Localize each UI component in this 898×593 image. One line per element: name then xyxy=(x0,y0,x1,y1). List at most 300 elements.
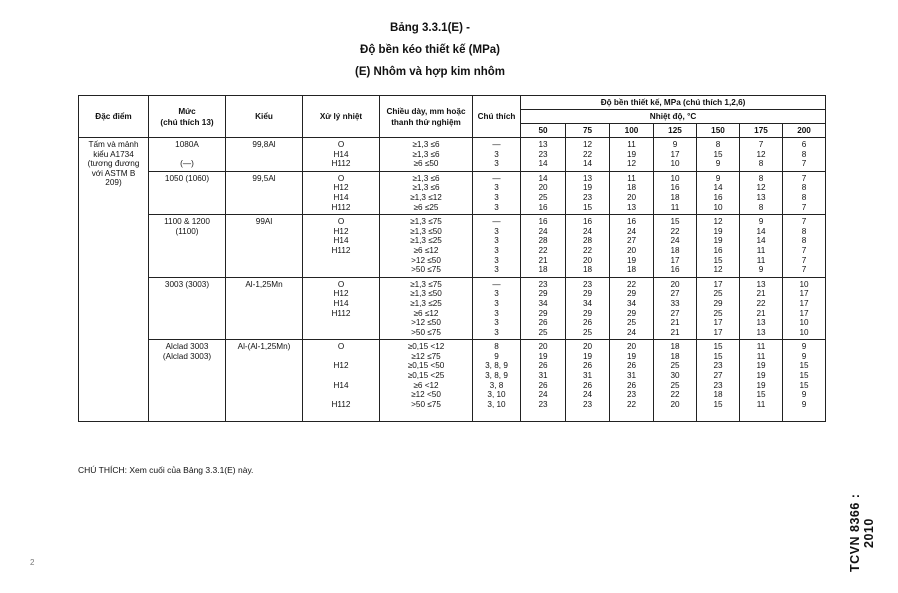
thickness-cell xyxy=(380,340,473,422)
thickness-cell-line: ≥6 ≤25 xyxy=(413,202,439,212)
header-temp-200: 200 xyxy=(783,124,826,138)
heat-cell-line: H112 xyxy=(331,202,351,212)
thickness-cell-line: ≥6 ≤12 xyxy=(413,245,439,255)
value-cell-50 xyxy=(521,340,566,422)
notes-cell-line: 3 xyxy=(494,318,499,328)
value: 8 xyxy=(801,149,807,159)
header-heat-treatment: Xử lý nhiệt xyxy=(303,96,380,138)
value: 15 xyxy=(713,342,723,352)
value: 23 xyxy=(582,399,593,409)
notes-cell-line: 3 xyxy=(494,255,499,265)
type-cell: Al-1,25Mn xyxy=(226,277,303,340)
value-cell-100 xyxy=(610,340,654,422)
thickness-cell-line: ≥1,3 ≤6 xyxy=(412,149,440,159)
value: 21 xyxy=(670,327,680,337)
heat-cell-line: H112 xyxy=(331,245,351,255)
value: 13 xyxy=(756,327,766,337)
notes-cell-line: 3 xyxy=(494,265,499,275)
value: 9 xyxy=(758,265,764,275)
notes-cell-line: — xyxy=(492,140,501,149)
value: 12 xyxy=(713,217,723,227)
strength-table xyxy=(78,95,826,422)
heat-cell-line: O xyxy=(337,173,345,183)
header-feature: Đặc điểm xyxy=(79,96,149,138)
value: 34 xyxy=(538,298,548,308)
heat-cell xyxy=(303,277,380,340)
value: 8 xyxy=(715,140,721,149)
value: 31 xyxy=(582,371,593,381)
value-cell-150 xyxy=(697,215,740,278)
value: 24 xyxy=(538,390,548,400)
table-subtitle: (E) Nhôm và hợp kim nhôm xyxy=(354,66,506,78)
notes-cell-line: 3, 8, 9 xyxy=(485,371,508,381)
heat-cell-line: H14 xyxy=(333,149,349,159)
value: 18 xyxy=(670,245,680,255)
value xyxy=(566,409,609,419)
value: 20 xyxy=(670,399,680,409)
value: 16 xyxy=(670,265,680,275)
heat-cell xyxy=(303,340,380,422)
value: 20 xyxy=(538,342,548,352)
notes-cell-line: 3 xyxy=(494,236,499,246)
value: 19 xyxy=(713,236,723,246)
value: 16 xyxy=(538,217,548,227)
value: 18 xyxy=(670,342,680,352)
value: 19 xyxy=(626,351,637,361)
value: 27 xyxy=(713,371,723,381)
thickness-cell-line: >50 ≤75 xyxy=(411,399,441,409)
value xyxy=(521,409,565,419)
notes-cell-line: — xyxy=(492,217,501,227)
value: 25 xyxy=(626,318,637,328)
grade-cell-line: (Alclad 3003) xyxy=(162,351,212,361)
value: 12 xyxy=(756,183,766,193)
value: 7 xyxy=(801,245,807,255)
thickness-cell-line: >12 ≤50 xyxy=(411,318,441,328)
value xyxy=(740,409,782,419)
thickness-cell-line: ≥1,3 ≤25 xyxy=(410,236,442,246)
heat-cell-line: O xyxy=(337,217,345,227)
value: 16 xyxy=(713,192,723,202)
notes-cell-line: 3 xyxy=(494,183,499,193)
value: 18 xyxy=(670,192,680,202)
thickness-cell-line: ≥0,15 <12 xyxy=(407,342,445,352)
feature-cell: Tấm và mảnh kiểu A1734 (tương đương với ASTM B 209) xyxy=(79,138,149,422)
value: 26 xyxy=(538,380,548,390)
value: 21 xyxy=(756,308,766,318)
value: 15 xyxy=(799,380,809,390)
value-cell-200 xyxy=(783,215,826,278)
value: 25 xyxy=(670,361,680,371)
value: 29 xyxy=(582,308,593,318)
grade-cell xyxy=(149,138,226,172)
value: 24 xyxy=(538,226,548,236)
value: 20 xyxy=(582,255,593,265)
heat-cell-line: H12 xyxy=(333,226,349,236)
value: 9 xyxy=(801,342,807,352)
value: 34 xyxy=(582,298,593,308)
value: 8 xyxy=(758,173,764,183)
thickness-cell-line xyxy=(380,409,472,419)
value: 13 xyxy=(756,318,766,328)
value: 25 xyxy=(670,380,680,390)
notes-cell xyxy=(473,138,521,172)
value-cell-50 xyxy=(521,277,566,340)
value-cell-75 xyxy=(566,277,610,340)
value xyxy=(654,409,696,419)
value: 15 xyxy=(713,149,723,159)
value: 30 xyxy=(670,371,680,381)
heat-cell xyxy=(303,138,380,172)
value: 7 xyxy=(801,217,807,227)
value: 27 xyxy=(670,289,680,299)
value-cell-125 xyxy=(654,171,697,214)
heat-cell-line: H12 xyxy=(333,289,349,299)
heat-cell-line: H14 xyxy=(333,236,349,246)
value: 22 xyxy=(626,399,637,409)
value: 17 xyxy=(799,289,809,299)
value: 8 xyxy=(801,183,807,193)
value: 9 xyxy=(758,217,764,227)
thickness-cell-line: ≥12 ≤75 xyxy=(411,351,441,361)
notes-cell-line xyxy=(473,409,520,419)
value: 27 xyxy=(670,308,680,318)
thickness-cell xyxy=(380,277,473,340)
value: 14 xyxy=(756,236,766,246)
notes-cell-line: 3 xyxy=(494,202,499,212)
heat-cell-line xyxy=(303,371,379,381)
value: 11 xyxy=(756,351,766,361)
value: 18 xyxy=(626,265,637,275)
value-cell-175 xyxy=(740,138,783,172)
value xyxy=(783,409,825,419)
header-temp-150: 150 xyxy=(697,124,740,138)
notes-cell-line: 3, 10 xyxy=(487,399,506,409)
value: 18 xyxy=(670,351,680,361)
value: 16 xyxy=(670,183,680,193)
grade-cell xyxy=(149,171,226,214)
value: 8 xyxy=(758,202,764,212)
type-cell: Al-(Al-1,25Mn) xyxy=(226,340,303,422)
thickness-cell-line: ≥1,3 ≤75 xyxy=(410,217,442,227)
value: 26 xyxy=(538,361,548,371)
value: 7 xyxy=(801,255,807,265)
value: 17 xyxy=(799,308,809,318)
value: 23 xyxy=(538,149,548,159)
thickness-cell xyxy=(380,215,473,278)
heat-cell-line: O xyxy=(337,140,345,149)
value-cell-150 xyxy=(697,171,740,214)
value xyxy=(610,409,653,419)
thickness-cell-line: ≥1,3 ≤25 xyxy=(410,298,442,308)
table-title: Độ bền kéo thiết kế (MPa) xyxy=(360,44,500,56)
grade-cell-line: 3003 (3003) xyxy=(164,279,210,289)
value: 15 xyxy=(713,399,723,409)
value: 11 xyxy=(627,140,636,149)
value: 14 xyxy=(713,183,723,193)
value: 14 xyxy=(538,173,548,183)
heat-cell-line: H14 xyxy=(333,298,349,308)
value: 15 xyxy=(799,361,809,371)
notes-cell xyxy=(473,277,521,340)
value-cell-125 xyxy=(654,138,697,172)
value: 20 xyxy=(670,279,680,289)
value: 16 xyxy=(582,217,593,227)
header-temp-75: 75 xyxy=(566,124,610,138)
grade-cell xyxy=(149,277,226,340)
thickness-cell-line: ≥1,3 ≤12 xyxy=(410,192,442,202)
heat-cell-line: H112 xyxy=(331,308,351,318)
value: 22 xyxy=(582,149,593,159)
value: 14 xyxy=(756,226,766,236)
notes-cell-line: 9 xyxy=(494,351,499,361)
thickness-cell-line: ≥1,3 ≤6 xyxy=(412,140,440,149)
value: 9 xyxy=(672,140,678,149)
heat-cell xyxy=(303,171,380,214)
value: 10 xyxy=(670,159,680,169)
value: 26 xyxy=(626,361,637,371)
value: 23 xyxy=(582,279,593,289)
notes-cell-line: 3, 8 xyxy=(489,380,504,390)
value: 8 xyxy=(758,159,764,169)
value: 25 xyxy=(713,289,723,299)
value: 24 xyxy=(582,390,593,400)
thickness-cell-line: ≥1,3 ≤50 xyxy=(410,226,442,236)
thickness-cell-line: ≥6 ≤12 xyxy=(413,308,439,318)
table-number: Bảng 3.3.1(E) - xyxy=(390,22,470,34)
thickness-cell-line: ≥6 <12 xyxy=(413,380,439,390)
value: 16 xyxy=(538,202,548,212)
value: 29 xyxy=(582,289,593,299)
thickness-cell xyxy=(380,138,473,172)
thickness-cell-line: ≥0,15 <25 xyxy=(407,371,445,381)
header-temperature: Nhiệt độ, °C xyxy=(521,110,826,124)
value: 23 xyxy=(713,361,723,371)
value: 12 xyxy=(582,140,593,149)
notes-cell-line: 3, 8, 9 xyxy=(485,361,508,371)
value: 29 xyxy=(626,289,637,299)
value-cell-150 xyxy=(697,138,740,172)
value-cell-200 xyxy=(783,138,826,172)
notes-cell-line: 3 xyxy=(494,245,499,255)
notes-cell-line: 8 xyxy=(494,342,499,352)
notes-cell-line: 3 xyxy=(494,327,499,337)
value: 16 xyxy=(713,245,723,255)
value: 9 xyxy=(715,159,721,169)
header-thickness: Chiều dày, mm hoặc thanh thử nghiệm xyxy=(380,96,473,138)
value: 19 xyxy=(626,255,637,265)
type-cell: 99,5Al xyxy=(226,171,303,214)
table-row xyxy=(79,138,826,172)
notes-cell-line: 3, 10 xyxy=(487,390,506,400)
value-cell-125 xyxy=(654,277,697,340)
value: 24 xyxy=(670,236,680,246)
value: 15 xyxy=(799,371,809,381)
value-cell-75 xyxy=(566,138,610,172)
value-cell-200 xyxy=(783,340,826,422)
value: 22 xyxy=(582,245,593,255)
value: 22 xyxy=(626,279,637,289)
value: 12 xyxy=(713,265,723,275)
value: 16 xyxy=(626,217,637,227)
value: 13 xyxy=(626,202,637,212)
grade-cell-line xyxy=(149,150,225,160)
value: 14 xyxy=(582,159,593,169)
value: 17 xyxy=(713,318,723,328)
value: 11 xyxy=(756,255,766,265)
heat-cell xyxy=(303,215,380,278)
value: 8 xyxy=(801,192,807,202)
heat-cell-line xyxy=(303,265,379,275)
value: 23 xyxy=(538,279,548,289)
heat-cell-line: H12 xyxy=(333,183,349,193)
value: 23 xyxy=(626,390,637,400)
value: 17 xyxy=(670,255,680,265)
header-temp-50: 50 xyxy=(521,124,566,138)
value: 10 xyxy=(799,279,809,289)
notes-cell-line: — xyxy=(492,173,501,183)
thickness-cell-line: ≥1,3 ≤50 xyxy=(410,289,442,299)
value: 19 xyxy=(713,226,723,236)
value: 26 xyxy=(538,318,548,328)
value: 23 xyxy=(582,192,593,202)
heat-cell-line: O xyxy=(337,279,345,289)
value: 13 xyxy=(538,140,548,149)
value: 11 xyxy=(627,173,636,183)
header-notes: Chú thích xyxy=(473,96,521,138)
header-temp-125: 125 xyxy=(654,124,697,138)
notes-cell xyxy=(473,340,521,422)
thickness-cell-line: ≥1,3 ≤6 xyxy=(412,173,440,183)
value-cell-50 xyxy=(521,138,566,172)
notes-cell-line: 3 xyxy=(494,149,499,159)
value: 29 xyxy=(538,289,548,299)
value-cell-100 xyxy=(610,171,654,214)
value: 7 xyxy=(801,265,807,275)
grade-cell-line: Alclad 3003 xyxy=(165,342,209,352)
header-temp-175: 175 xyxy=(740,124,783,138)
value-cell-125 xyxy=(654,215,697,278)
value: 19 xyxy=(582,183,593,193)
table-row xyxy=(79,215,826,278)
heat-cell-line: H112 xyxy=(331,399,351,409)
value: 13 xyxy=(756,279,766,289)
value-cell-175 xyxy=(740,340,783,422)
value: 28 xyxy=(538,236,548,246)
value: 24 xyxy=(626,226,637,236)
table-row xyxy=(79,277,826,340)
value: 23 xyxy=(538,399,548,409)
value: 9 xyxy=(801,351,807,361)
value-cell-75 xyxy=(566,171,610,214)
footnote: CHÚ THÍCH: Xem cuối của Bảng 3.3.1(E) này. xyxy=(78,465,254,475)
value: 19 xyxy=(756,371,766,381)
value: 25 xyxy=(582,327,593,337)
value: 7 xyxy=(801,202,807,212)
notes-cell xyxy=(473,215,521,278)
grade-cell-line: 1080A xyxy=(175,140,199,149)
value: 10 xyxy=(713,202,723,212)
value: 20 xyxy=(626,245,637,255)
value: 26 xyxy=(626,380,637,390)
value: 28 xyxy=(582,236,593,246)
value: 26 xyxy=(582,380,593,390)
header-type: Kiểu xyxy=(226,96,303,138)
heat-cell-line: H12 xyxy=(333,361,349,371)
thickness-cell-line: ≥1,3 ≤75 xyxy=(410,279,442,289)
value-cell-150 xyxy=(697,277,740,340)
value: 22 xyxy=(538,245,548,255)
value: 11 xyxy=(756,342,766,352)
notes-cell xyxy=(473,171,521,214)
value: 24 xyxy=(626,327,637,337)
thickness-cell-line: ≥0,15 <50 xyxy=(407,361,445,371)
grade-cell-line: 1100 & 1200 xyxy=(164,217,210,227)
value: 7 xyxy=(758,140,764,149)
value: 22 xyxy=(756,298,766,308)
heat-cell-line xyxy=(303,318,379,328)
value: 21 xyxy=(538,255,548,265)
value: 22 xyxy=(670,390,680,400)
value-cell-175 xyxy=(740,171,783,214)
notes-cell-line: 3 xyxy=(494,226,499,236)
value: 10 xyxy=(670,173,680,183)
value: 19 xyxy=(538,351,548,361)
value: 20 xyxy=(626,342,637,352)
type-cell: 99Al xyxy=(226,215,303,278)
heat-cell-line xyxy=(303,352,379,362)
value-cell-75 xyxy=(566,340,610,422)
value: 23 xyxy=(713,380,723,390)
thickness-cell-line: >12 ≤50 xyxy=(411,255,441,265)
value: 18 xyxy=(582,265,593,275)
value: 19 xyxy=(626,149,637,159)
value: 15 xyxy=(713,255,723,265)
value-cell-100 xyxy=(610,277,654,340)
value-cell-75 xyxy=(566,215,610,278)
value: 18 xyxy=(713,390,723,400)
value: 8 xyxy=(801,236,807,246)
value: 12 xyxy=(756,149,766,159)
value: 11 xyxy=(756,399,766,409)
type-cell: 99,8Al xyxy=(226,138,303,172)
value: 26 xyxy=(582,361,593,371)
value: 9 xyxy=(801,390,807,400)
value: 31 xyxy=(538,371,548,381)
value: 11 xyxy=(756,245,766,255)
value: 18 xyxy=(538,265,548,275)
value: 17 xyxy=(713,279,723,289)
heat-cell-line: H14 xyxy=(333,380,349,390)
value: 14 xyxy=(538,159,548,169)
thickness-cell xyxy=(380,171,473,214)
value: 17 xyxy=(713,327,723,337)
thickness-cell-line: ≥6 ≤50 xyxy=(413,159,439,169)
value: 12 xyxy=(626,159,637,169)
value: 17 xyxy=(799,298,809,308)
value-cell-50 xyxy=(521,171,566,214)
header-temp-100: 100 xyxy=(610,124,654,138)
value-cell-200 xyxy=(783,171,826,214)
value: 31 xyxy=(626,371,637,381)
value: 27 xyxy=(626,236,637,246)
value: 25 xyxy=(713,308,723,318)
value: 13 xyxy=(756,192,766,202)
value-cell-175 xyxy=(740,215,783,278)
thickness-cell-line: >50 ≤75 xyxy=(411,327,441,337)
value-cell-125 xyxy=(654,340,697,422)
thickness-cell-line: >50 ≤75 xyxy=(411,265,441,275)
